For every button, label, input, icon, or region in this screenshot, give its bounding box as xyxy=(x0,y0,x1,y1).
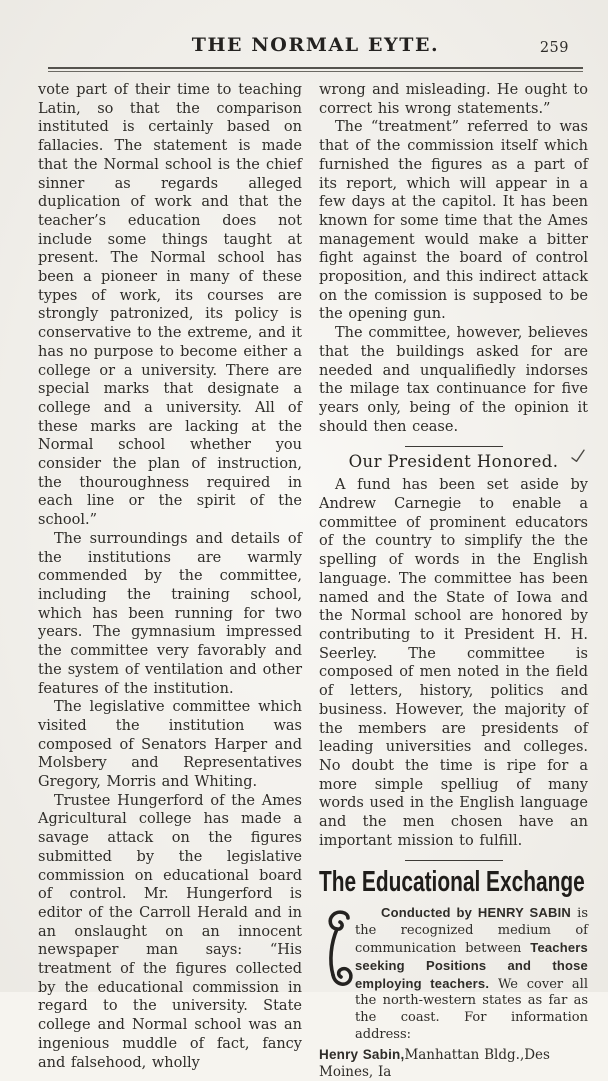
ad-bold-phrase: Teachers seeking Positions and those employing teachers. xyxy=(355,940,588,991)
ad-body xyxy=(319,905,588,1043)
right-column xyxy=(319,81,588,1081)
body-paragraph: The “treatment” referred to was that of the commission itself which furnished the figures as a part of its report, which will appear in a few days at the capitol. It has been known for some time that the Ames management would make a bitter fight against the board of control proposition, and this indirect attack on the comission is supposed to be the opening gun. xyxy=(319,119,588,323)
ad-heading: The Educational Exchange xyxy=(319,866,585,899)
checkmark-icon xyxy=(570,447,587,468)
body-paragraph: Trustee Hungerford of the Ames Agricultural college has made a savage attack on the figures submitted by the legislative commission on educational board of control. Mr. Hungerford is editor of the Carroll Herald and in an onslaught on an innocent newspaper man says: “His treatment of the figures collected by the educational commission in regard to the university. State college and Normal school was an ingenious muddle of fact, fancy and falsehood, wholly xyxy=(38,792,302,1071)
ad-lead-bold: Conducted by HENRY SABIN xyxy=(381,905,571,921)
body-paragraph: wrong and misleading. He ought to correct his wrong statements.” xyxy=(319,82,588,117)
left-column xyxy=(38,81,302,1081)
section-rule xyxy=(405,860,503,861)
masthead-title: THE NORMAL EYTE. xyxy=(191,34,440,56)
page-header xyxy=(48,34,583,64)
ad-text xyxy=(355,905,588,1043)
ad-tail-text: We cover all the north-western states as far as the coast. For information address: xyxy=(355,976,588,1042)
ad-address-name: Henry Sabin, xyxy=(319,1046,405,1062)
educational-exchange-ad xyxy=(319,866,588,1080)
body-paragraph: A fund has been set aside by Andrew Carnegie to enable a committee of prominent educators of the country to simplify the the spelling of words in the English language. The committee has been named and the State of Iowa and the Normal school are honored by contributing to it President H. H. Seerley. The committee is composed of men noted in the field of letters, history, politics and business. However, the majority of the members are presidents of leading universities and colleges. No doubt the time is ripe for a more simple spelliug of many words used in the English language and the men chosen have an important mission to fulfill. xyxy=(319,477,588,849)
section-heading: Our President Honored. xyxy=(348,452,559,472)
page-number: 259 xyxy=(539,40,569,56)
section-rule xyxy=(405,446,503,447)
section-heading-block xyxy=(319,452,588,471)
body-paragraph: The committee, however, believes that the buildings asked for are needed and unqualifiedly indorses the milage tax continuance for five years only, being of the opinion it should then cease. xyxy=(319,325,588,435)
swash-bracket-ornament-icon xyxy=(319,905,355,997)
two-column-body xyxy=(38,81,588,1081)
body-paragraph: The surroundings and details of the institutions are warmly commended by the committee, including the training school, which has been running for two years. The gymnasium impressed the committee very favorably and the system of ventilation and other features of the institution. xyxy=(38,530,302,697)
body-paragraph: The legislative committee which visited the institution was composed of Senators Harper and Molsbery and Representatives Gregory, Morris and Whiting. xyxy=(38,699,302,791)
ad-mid-text: is the recognized medium of communication between xyxy=(355,906,588,957)
body-paragraph: vote part of their time to teaching Latin, so that the comparison instituted is certainly based on fallacies. The statement is made that the Normal school is the chief sinner as regards alleged duplication of work and that the teacher’s education does not include some things taught at present. The Normal school has been a pioneer in many of these types of work, its courses are strongly patronized, its policy is conservative to the extreme, and it has no purpose to become either a college or a university. There are special marks that designate a college and a university. All of these marks are lacking at the Normal school whether you consider the plan of instruction, the thouroughness required in each line or the spirit of the school.” xyxy=(38,82,302,529)
ad-address-line xyxy=(319,1046,588,1081)
ad-address-rest: Manhattan Bldg.,Des Moines, Ia xyxy=(319,1046,550,1080)
header-double-rule xyxy=(48,67,583,72)
